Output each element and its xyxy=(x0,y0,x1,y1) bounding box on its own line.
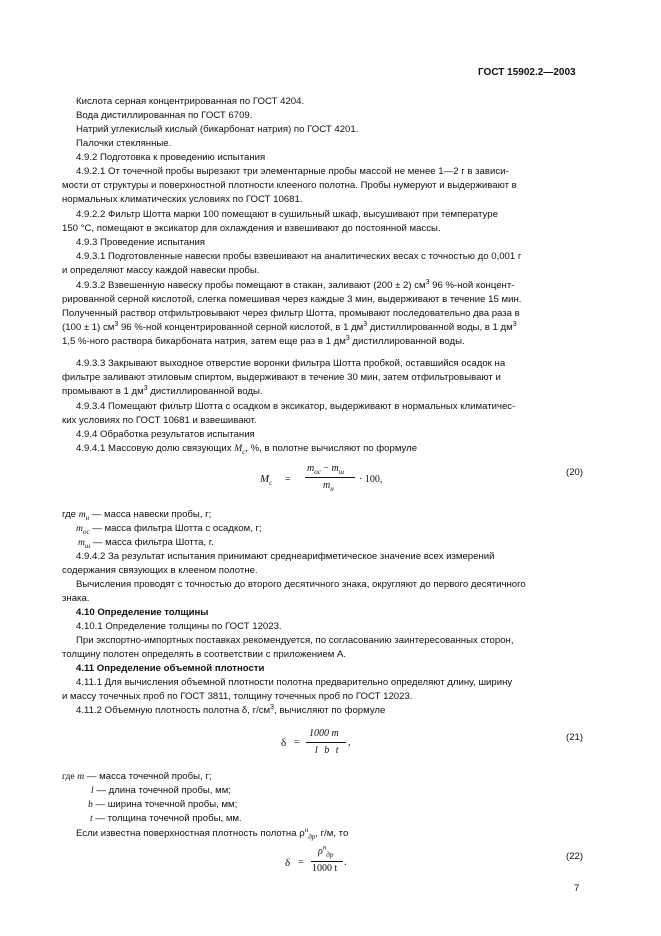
definition-line: b — ширина точечной пробы, мм; xyxy=(88,799,238,810)
paragraph-line: 4.11.1 Для вычисления объемной плотности полотна предварительно определяют длину, ширину xyxy=(76,677,513,688)
section-heading-4-10: 4.10 Определение толщины xyxy=(76,607,209,618)
equation-number: (22) xyxy=(566,851,584,862)
paragraph-line: фильтре заливают этиловым спиртом, выдерживают в течение 30 мин, затем отфильтровывают и xyxy=(62,372,501,383)
material-item: Палочки стеклянные. xyxy=(76,138,172,149)
paragraph-line: 4.9.3.4 Помещают фильтр Шотта с осадком в эксикатор, выдерживают в нормальных климатичес- xyxy=(76,401,516,412)
paragraph-line: 4.10.1 Определение толщины по ГОСТ 12023. xyxy=(76,621,282,632)
paragraph-line: (100 ± 1) $см^3$ 96 %-ной концентрированной серной кислотой, в 1 $дм^3$ дистиллированной воды, в 1 $дм^3$ xyxy=(62,320,517,333)
definition-line: где m — масса точечной пробы, г; xyxy=(62,771,212,782)
paragraph-line: знака. xyxy=(62,593,90,604)
definition-line: $m_{ос}$ — масса фильтра Шотта с осадком, г; xyxy=(76,523,262,536)
paragraph-line: 4.9.4.1 Массовую долю связующих $M_с$, %, в полотне вычисляют по формуле xyxy=(76,443,418,456)
material-item: Натрий углекислый кислый (бикарбонат натрия) по ГОСТ 4201. xyxy=(76,124,359,135)
paragraph-line: Вычисления проводят с точностью до второго десятичного знака, округляют до первого десятичного xyxy=(76,579,526,590)
paragraph-line: толщину полотен определять в соответствии с приложением А. xyxy=(62,649,347,660)
paragraph-line: содержания связующих в клееном полотне. xyxy=(62,565,258,576)
paragraph-line: мости от структуры и поверхностной плотности клееного полотна. Пробы нумеруют и выдерживают в xyxy=(62,180,517,191)
paragraph-line: 4.9.4.2 За результат испытания принимают среднеарифметическое значение всех измерений xyxy=(76,551,495,562)
definition-line: $m_ш$ — масса фильтра Шотта, г. xyxy=(78,537,214,550)
section-heading-4-11: 4.11 Определение объемной плотности xyxy=(76,663,265,674)
definition-line: l — длина точечной пробы, мм; xyxy=(91,785,231,796)
paragraph-line: 4.9.2.2 Фильтр Шотта марки 100 помещают в сушильный шкаф, высушивают при температуре xyxy=(76,209,498,220)
section-heading-4-9-2: 4.9.2 Подготовка к проведению испытания xyxy=(76,152,266,163)
paragraph-line: Если известна поверхностная плотность полотна $\rho^н_{др}$, г/м, то xyxy=(76,825,349,841)
paragraph-line: рированной серной кислотой, слегка помешивая через каждые 3 мин, выдерживают в течение 15 мин. xyxy=(62,294,522,305)
paragraph-line: и определяют массу каждой навески пробы. xyxy=(62,265,260,276)
paragraph-line: 4.9.3.2 Взвешенную навеску пробы помещают в стакан, заливают (200 ± 2) $см^3$ 96 %-ной концент- xyxy=(76,278,515,291)
paragraph-line: 4.9.3.3 Закрывают выходное отверстие воронки фильтра Шотта пробкой, оставшийся осадок на xyxy=(76,358,506,369)
section-heading-4-9-4: 4.9.4 Обработка результатов испытания xyxy=(76,429,255,440)
definition-line: где $m_н$ — масса навески пробы, г; xyxy=(62,509,212,522)
material-item: Кислота серная концентрированная по ГОСТ 4204. xyxy=(76,96,305,107)
equation-number: (20) xyxy=(566,467,584,478)
material-item: Вода дистиллированная по ГОСТ 6709. xyxy=(76,110,253,121)
paragraph-line: При экспортно-импортных поставках рекомендуется, по согласованию заинтересованных сторон, xyxy=(76,635,514,646)
paragraph-line: 4.9.3.1 Подготовленные навески пробы взвешивают на аналитических весах с точностью до 0,001 г xyxy=(76,251,522,262)
paragraph-line: Полученный раствор отфильтровывают через фильтр Шотта, промывают последовательно два раза в xyxy=(62,308,520,319)
definition-line: t — толщина точечной пробы, мм. xyxy=(90,813,242,824)
paragraph-line: нормальных климатических условиях по ГОСТ 10681. xyxy=(62,194,303,205)
section-heading-4-9-3: 4.9.3 Проведение испытания xyxy=(76,237,205,248)
paragraph-line: 1,5 %-ного раствора бикарбоната натрия, затем еще раз в 1 $дм^3$ дистиллированной воды. xyxy=(62,334,465,347)
paragraph-line: промывают в 1 $дм^3$ дистиллированной воды. xyxy=(62,384,263,397)
paragraph-line: 4.9.2.1 От точечной пробы вырезают три элементарные пробы массой не менее 1—2 г в зависи- xyxy=(76,166,509,177)
equation-number: (21) xyxy=(566,732,584,743)
document-id: ГОСТ 15902.2—2003 xyxy=(478,67,576,78)
paragraph-line: и массу точечных проб по ГОСТ 3811, толщину точечных проб по ГОСТ 12023. xyxy=(62,691,413,702)
paragraph-line: 4.11.2 Объемную плотность полотна δ, $г/см^3$, вычисляют по формуле xyxy=(76,703,386,716)
paragraph-line: ких условиях по ГОСТ 10681 и взвешивают. xyxy=(62,415,257,426)
page-number: 7 xyxy=(574,883,580,894)
paragraph-line: 150 °С, помещают в эксикатор для охлаждения и взвешивают до постоянной массы. xyxy=(62,223,441,234)
